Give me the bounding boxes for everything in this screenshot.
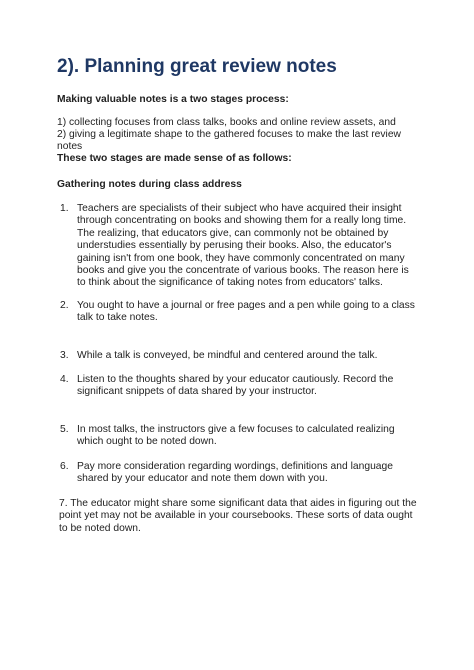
- list-number: 2.: [60, 300, 69, 311]
- page-title: 2). Planning great review notes: [57, 56, 337, 77]
- stages-explained-text: These two stages are made sense of as follows:: [57, 153, 292, 164]
- list-number: 5.: [60, 424, 69, 435]
- list-text: Teachers are specialists of their subject who have acquired their insight through concentrating on books and showing them for a really long time. The realizing, that educators give, can commonly not be obtained by understudies essentially by perusing their books. Also, the educator's gaining isn't from one book, they have commonly concentrated on many books and give you the concentrate of various books. The reason here is to think about the significance of taking notes from educators' talks.: [77, 203, 409, 289]
- list-text: While a talk is conveyed, be mindful and centered around the talk.: [77, 350, 378, 361]
- list-item-7: 7. The educator might share some significant data that aides in figuring out the point yet may not be available in your coursebooks. These sorts of data ought to be noted down.: [59, 498, 417, 534]
- stage-one-text: 1) collecting focuses from class talks, books and online review assets, and: [57, 117, 396, 128]
- section-title: Gathering notes during class address: [57, 179, 242, 190]
- list-text: Listen to the thoughts shared by your educator cautiously. Record the significant snippets of data shared by your instructor.: [77, 374, 394, 398]
- list-number: 1.: [60, 203, 69, 214]
- list-number: 6.: [60, 461, 69, 472]
- list-text: You ought to have a journal or free pages and a pen while going to a class talk to take notes.: [77, 300, 415, 324]
- list-number: 4.: [60, 374, 69, 385]
- list-number: 3.: [60, 350, 69, 361]
- stage-two-text: 2) giving a legitimate shape to the gathered focuses to make the last review notes: [57, 129, 401, 153]
- list-text: In most talks, the instructors give a few focuses to calculated realizing which ought to be noted down.: [77, 424, 395, 448]
- list-text: Pay more consideration regarding wordings, definitions and language shared by your educator and note them down with you.: [77, 461, 393, 485]
- intro-text: Making valuable notes is a two stages process:: [57, 94, 289, 105]
